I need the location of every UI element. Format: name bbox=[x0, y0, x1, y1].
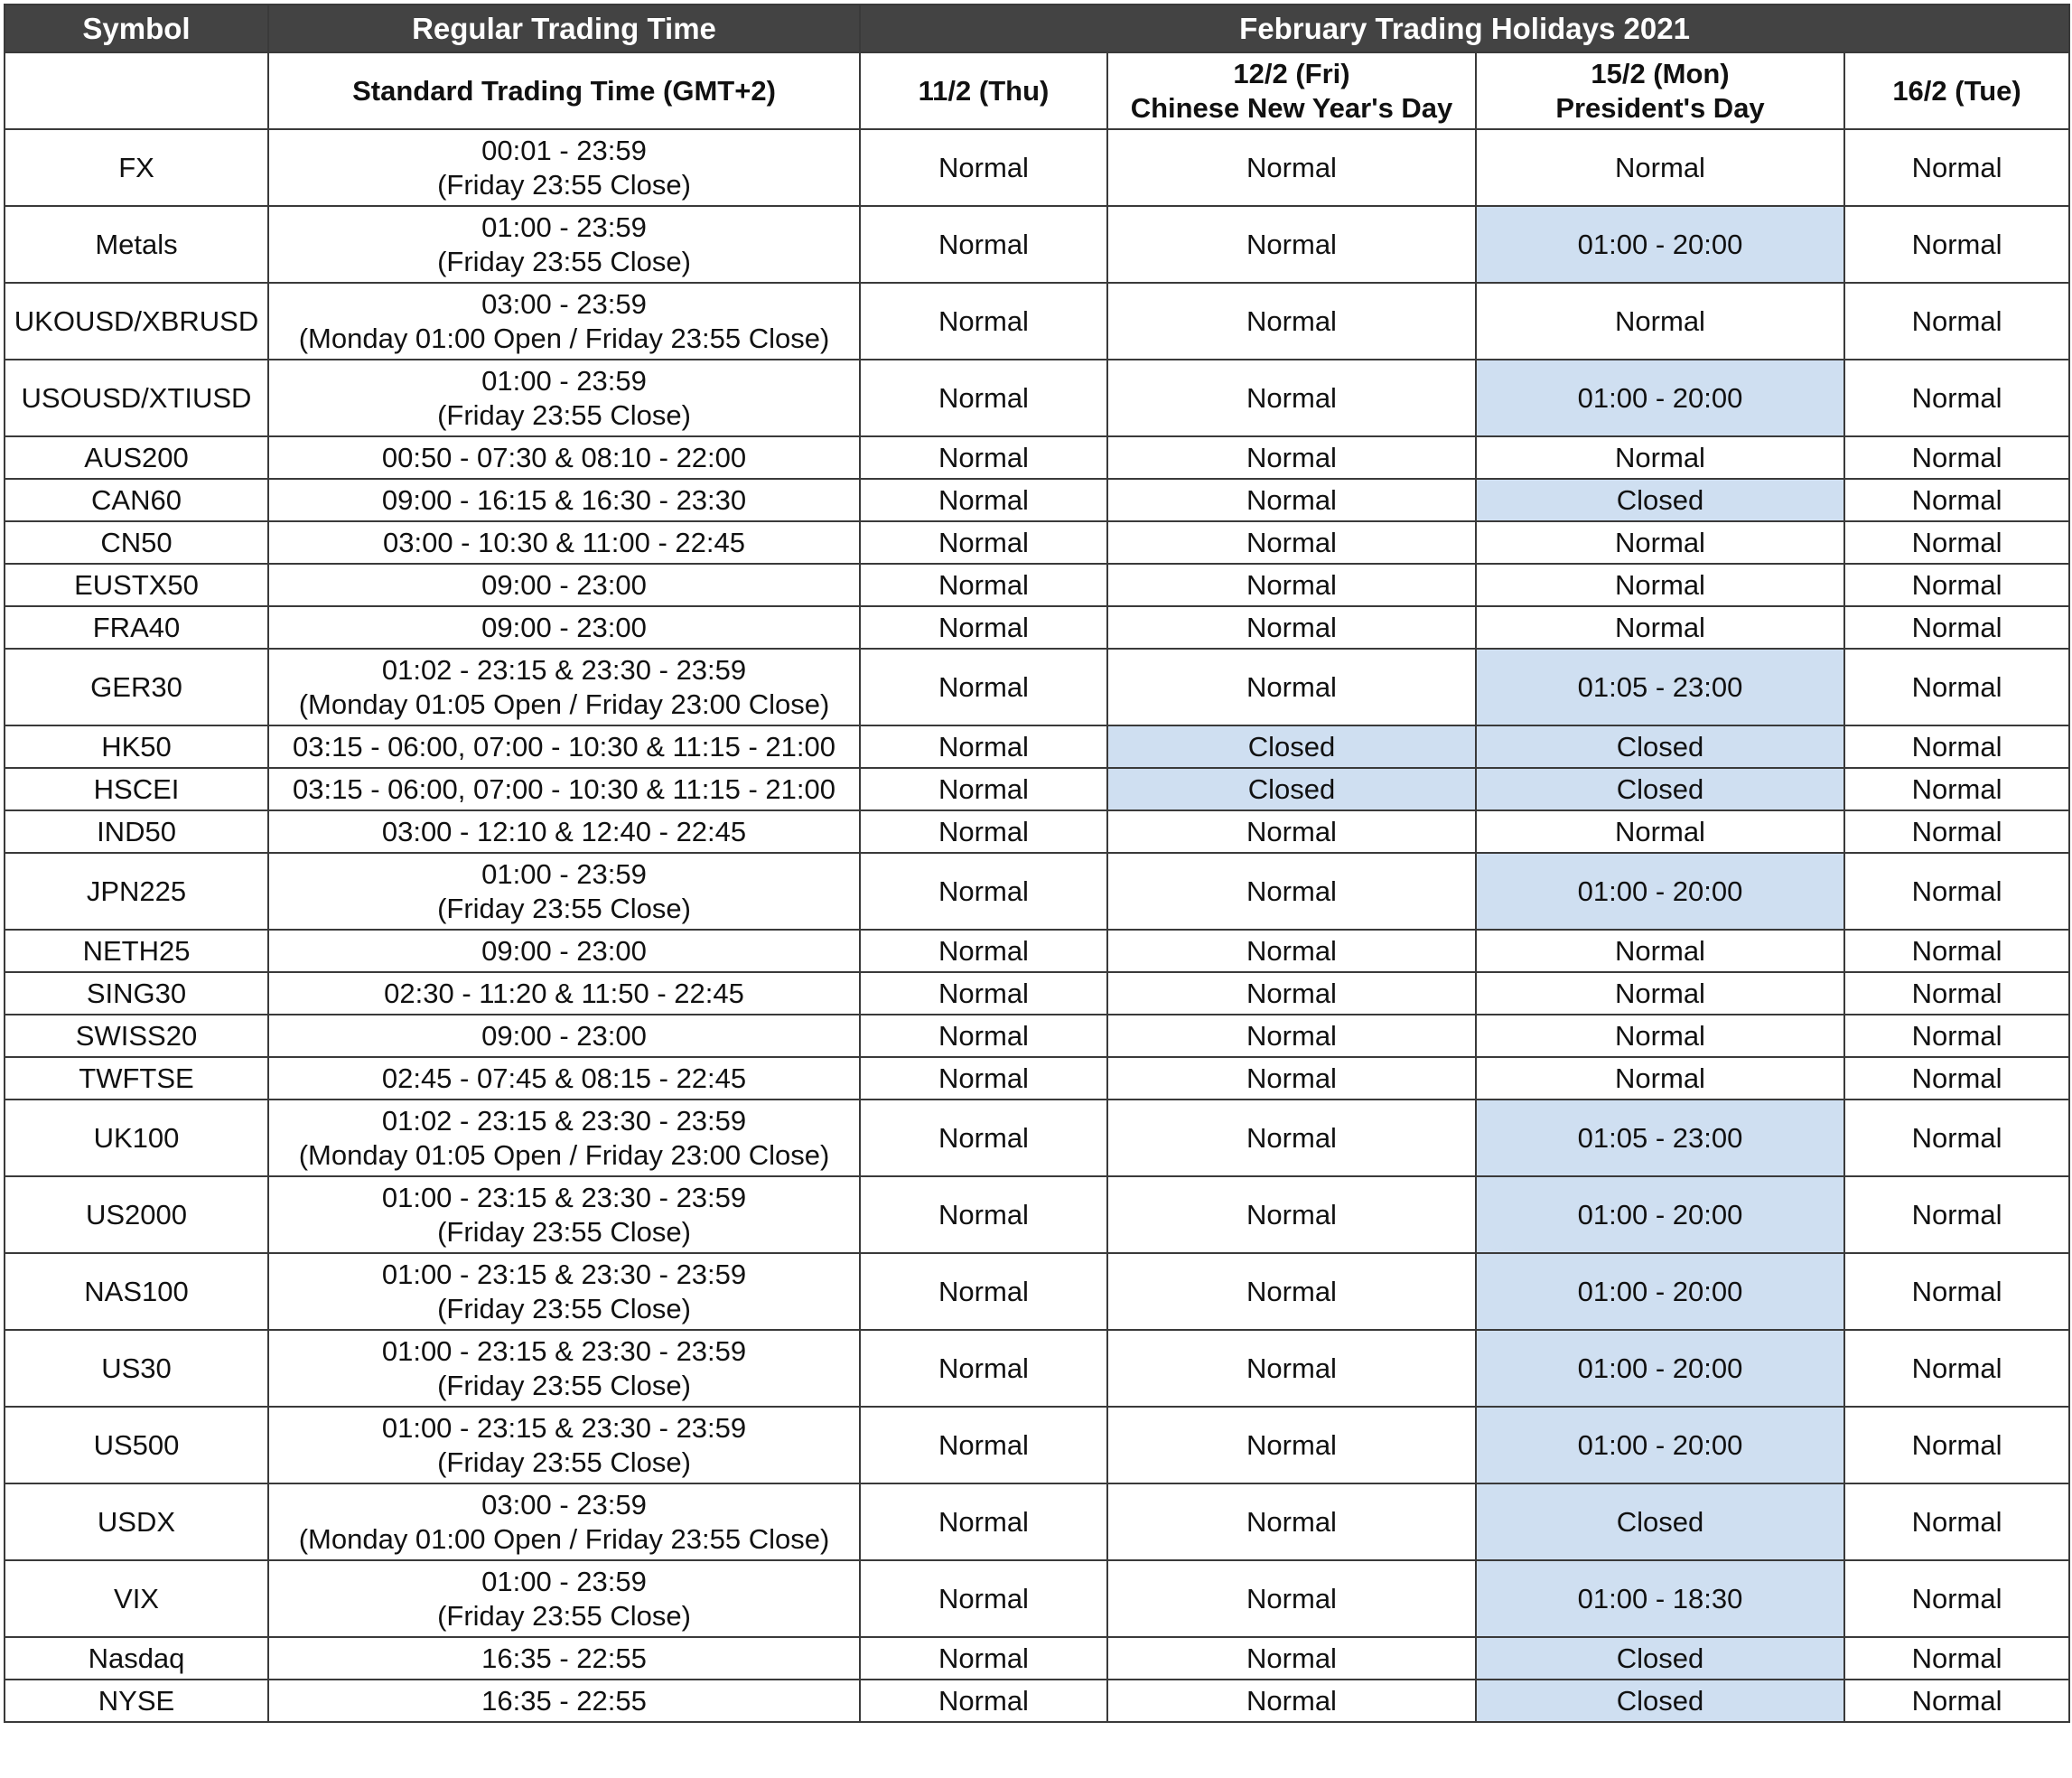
symbol-cell: USDX bbox=[5, 1483, 268, 1560]
holiday-status-cell: Normal bbox=[1844, 606, 2069, 649]
holiday-status-cell: Normal bbox=[1107, 283, 1476, 360]
holiday-status-cell: 01:00 - 20:00 bbox=[1476, 206, 1844, 283]
trading-time-hours: 01:00 - 23:15 & 23:30 - 23:59 bbox=[381, 1181, 747, 1213]
holiday-status-cell: 01:05 - 23:00 bbox=[1476, 649, 1844, 725]
trading-time-cell bbox=[268, 810, 860, 853]
holiday-status-cell: Normal bbox=[1476, 810, 1844, 853]
day-header-date: 15/2 (Mon) bbox=[1591, 57, 1730, 89]
trading-time-cell bbox=[268, 768, 860, 810]
holiday-status-cell: Normal bbox=[1476, 606, 1844, 649]
holiday-status-cell: Normal bbox=[1844, 1680, 2069, 1722]
holiday-status-cell: Normal bbox=[860, 1100, 1107, 1176]
holiday-status-cell: Normal bbox=[860, 206, 1107, 283]
symbol-cell: TWFTSE bbox=[5, 1057, 268, 1100]
day-header-16-2 bbox=[1844, 52, 2069, 129]
trading-time-hours: 02:45 - 07:45 & 08:15 - 22:45 bbox=[381, 1062, 747, 1094]
symbol-cell: CAN60 bbox=[5, 479, 268, 521]
symbol-cell: SWISS20 bbox=[5, 1015, 268, 1057]
trading-time-hours: 09:00 - 23:00 bbox=[481, 568, 647, 601]
holiday-status-cell: Normal bbox=[1844, 360, 2069, 436]
trading-time-cell bbox=[268, 1176, 860, 1253]
holiday-status-cell: Normal bbox=[1107, 1560, 1476, 1637]
holiday-status-cell: Normal bbox=[1476, 930, 1844, 972]
trading-time-hours: 01:00 - 23:59 bbox=[481, 364, 647, 397]
symbol-column-header: Symbol bbox=[5, 5, 268, 52]
holiday-status-cell: Normal bbox=[1476, 564, 1844, 606]
symbol-cell: NETH25 bbox=[5, 930, 268, 972]
table-row bbox=[5, 1637, 2069, 1680]
holiday-status-cell: Normal bbox=[1844, 1330, 2069, 1407]
holiday-status-cell: Normal bbox=[1107, 436, 1476, 479]
holiday-status-cell: Normal bbox=[1107, 129, 1476, 206]
holiday-status-cell: Normal bbox=[1844, 725, 2069, 768]
holiday-status-cell: Normal bbox=[860, 1253, 1107, 1330]
day-header-date: 16/2 (Tue) bbox=[1892, 74, 2021, 107]
symbol-cell: VIX bbox=[5, 1560, 268, 1637]
holiday-status-cell: Normal bbox=[860, 1057, 1107, 1100]
holiday-status-cell: Normal bbox=[1107, 1015, 1476, 1057]
symbol-cell: UKOUSD/XBRUSD bbox=[5, 283, 268, 360]
trading-time-note: (Monday 01:00 Open / Friday 23:55 Close) bbox=[298, 1522, 830, 1555]
holiday-status-cell: Normal bbox=[1107, 1407, 1476, 1483]
trading-time-cell bbox=[268, 725, 860, 768]
symbol-cell: GER30 bbox=[5, 649, 268, 725]
holiday-status-cell: 01:00 - 20:00 bbox=[1476, 1176, 1844, 1253]
trading-time-cell bbox=[268, 930, 860, 972]
trading-time-cell bbox=[268, 436, 860, 479]
table-row bbox=[5, 564, 2069, 606]
table-row bbox=[5, 1407, 2069, 1483]
holiday-status-cell: 01:00 - 20:00 bbox=[1476, 853, 1844, 930]
table-row bbox=[5, 1560, 2069, 1637]
trading-time-hours: 00:50 - 07:30 & 08:10 - 22:00 bbox=[381, 441, 747, 473]
table-row bbox=[5, 606, 2069, 649]
holiday-status-cell: Normal bbox=[860, 1015, 1107, 1057]
trading-time-hours: 16:35 - 22:55 bbox=[481, 1642, 647, 1674]
holiday-status-cell: Normal bbox=[860, 768, 1107, 810]
trading-time-hours: 09:00 - 16:15 & 16:30 - 23:30 bbox=[381, 483, 747, 516]
table-row bbox=[5, 479, 2069, 521]
holiday-status-cell: Normal bbox=[860, 1407, 1107, 1483]
symbol-cell: NYSE bbox=[5, 1680, 268, 1722]
trading-time-note: (Friday 23:55 Close) bbox=[437, 1369, 691, 1401]
symbol-cell: AUS200 bbox=[5, 436, 268, 479]
table-header-row bbox=[5, 5, 2069, 52]
trading-time-cell bbox=[268, 521, 860, 564]
trading-time-cell bbox=[268, 1057, 860, 1100]
day-header-11-2 bbox=[860, 52, 1107, 129]
holiday-status-cell: Closed bbox=[1476, 1483, 1844, 1560]
table-row bbox=[5, 649, 2069, 725]
holiday-status-cell: Normal bbox=[1107, 206, 1476, 283]
trading-time-hours: 01:00 - 23:59 bbox=[481, 211, 647, 243]
table-row bbox=[5, 436, 2069, 479]
holiday-status-cell: Normal bbox=[1844, 283, 2069, 360]
holiday-status-cell: Normal bbox=[860, 129, 1107, 206]
holiday-status-cell: Normal bbox=[860, 521, 1107, 564]
trading-time-cell bbox=[268, 1637, 860, 1680]
holiday-status-cell: Normal bbox=[1844, 1253, 2069, 1330]
trading-time-cell bbox=[268, 649, 860, 725]
symbol-cell: US500 bbox=[5, 1407, 268, 1483]
holiday-status-cell: Closed bbox=[1107, 768, 1476, 810]
symbol-cell: FX bbox=[5, 129, 268, 206]
holiday-status-cell: Normal bbox=[1107, 521, 1476, 564]
holiday-status-cell: Normal bbox=[1107, 1100, 1476, 1176]
trading-time-note: (Friday 23:55 Close) bbox=[437, 1446, 691, 1478]
holiday-status-cell: Normal bbox=[1107, 479, 1476, 521]
holiday-status-cell: Normal bbox=[1844, 1015, 2069, 1057]
holiday-status-cell: Normal bbox=[1844, 930, 2069, 972]
table-row bbox=[5, 1680, 2069, 1722]
february-holidays-header: February Trading Holidays 2021 bbox=[860, 5, 2069, 52]
symbol-cell: Metals bbox=[5, 206, 268, 283]
trading-time-cell bbox=[268, 1483, 860, 1560]
table-row bbox=[5, 1176, 2069, 1253]
symbol-cell: EUSTX50 bbox=[5, 564, 268, 606]
table-row bbox=[5, 206, 2069, 283]
table-row bbox=[5, 725, 2069, 768]
symbol-cell: Nasdaq bbox=[5, 1637, 268, 1680]
holiday-status-cell: Normal bbox=[860, 1680, 1107, 1722]
holiday-status-cell: Normal bbox=[1844, 521, 2069, 564]
trading-time-cell bbox=[268, 1100, 860, 1176]
trading-time-note: (Monday 01:00 Open / Friday 23:55 Close) bbox=[298, 322, 830, 354]
holiday-status-cell: Normal bbox=[1107, 564, 1476, 606]
trading-time-note: (Friday 23:55 Close) bbox=[437, 245, 691, 277]
holiday-status-cell: 01:05 - 23:00 bbox=[1476, 1100, 1844, 1176]
table-row bbox=[5, 129, 2069, 206]
holiday-status-cell: Normal bbox=[1844, 768, 2069, 810]
holiday-status-cell: Normal bbox=[1844, 972, 2069, 1015]
trading-time-hours: 01:00 - 23:59 bbox=[481, 1565, 647, 1597]
holiday-status-cell: Normal bbox=[860, 564, 1107, 606]
trading-time-hours: 09:00 - 23:00 bbox=[481, 1019, 647, 1052]
table-subheader-row bbox=[5, 52, 2069, 129]
table-row bbox=[5, 853, 2069, 930]
holiday-status-cell: Closed bbox=[1476, 1680, 1844, 1722]
holiday-status-cell: Normal bbox=[1107, 1637, 1476, 1680]
symbol-cell: US30 bbox=[5, 1330, 268, 1407]
trading-time-cell bbox=[268, 360, 860, 436]
holiday-status-cell: Normal bbox=[1107, 1176, 1476, 1253]
trading-time-note: (Friday 23:55 Close) bbox=[437, 892, 691, 924]
holiday-status-cell: Normal bbox=[1476, 436, 1844, 479]
holiday-status-cell: Normal bbox=[860, 1176, 1107, 1253]
holiday-status-cell: Normal bbox=[1107, 1057, 1476, 1100]
table-row bbox=[5, 768, 2069, 810]
trading-time-hours: 01:02 - 23:15 & 23:30 - 23:59 bbox=[381, 1104, 747, 1137]
trading-time-hours: 03:00 - 23:59 bbox=[481, 1488, 647, 1521]
table-row bbox=[5, 1100, 2069, 1176]
trading-time-hours: 01:00 - 23:15 & 23:30 - 23:59 bbox=[381, 1411, 747, 1444]
trading-time-hours: 09:00 - 23:00 bbox=[481, 934, 647, 967]
holiday-status-cell: Normal bbox=[1844, 1057, 2069, 1100]
trading-time-note: (Monday 01:05 Open / Friday 23:00 Close) bbox=[298, 1138, 830, 1171]
holiday-status-cell: Normal bbox=[860, 360, 1107, 436]
holiday-status-cell: Normal bbox=[860, 649, 1107, 725]
holiday-status-cell: Normal bbox=[1844, 1637, 2069, 1680]
holiday-status-cell: Closed bbox=[1107, 725, 1476, 768]
symbol-cell: CN50 bbox=[5, 521, 268, 564]
day-header-date: 12/2 (Fri) bbox=[1233, 57, 1350, 89]
day-header-date: 11/2 (Thu) bbox=[918, 74, 1050, 107]
holiday-status-cell: Normal bbox=[1844, 1100, 2069, 1176]
trading-time-note: (Friday 23:55 Close) bbox=[437, 1292, 691, 1324]
symbol-cell: UK100 bbox=[5, 1100, 268, 1176]
holiday-status-cell: Normal bbox=[1476, 283, 1844, 360]
holiday-status-cell: Normal bbox=[860, 725, 1107, 768]
trading-time-cell bbox=[268, 1330, 860, 1407]
holiday-status-cell: Normal bbox=[1476, 521, 1844, 564]
trading-time-cell bbox=[268, 1407, 860, 1483]
holiday-status-cell: 01:00 - 20:00 bbox=[1476, 360, 1844, 436]
holiday-status-cell: Normal bbox=[1844, 479, 2069, 521]
trading-time-hours: 01:02 - 23:15 & 23:30 - 23:59 bbox=[381, 653, 747, 686]
symbol-subheader bbox=[5, 52, 268, 129]
holiday-status-cell: Normal bbox=[1107, 606, 1476, 649]
table-row bbox=[5, 1330, 2069, 1407]
day-header-12-2 bbox=[1107, 52, 1476, 129]
trading-time-cell bbox=[268, 206, 860, 283]
trading-time-cell bbox=[268, 1253, 860, 1330]
trading-time-hours: 03:15 - 06:00, 07:00 - 10:30 & 11:15 - 21:00 bbox=[293, 772, 835, 805]
trading-time-cell bbox=[268, 1015, 860, 1057]
holiday-status-cell: Normal bbox=[1844, 1483, 2069, 1560]
trading-time-cell bbox=[268, 972, 860, 1015]
holiday-status-cell: Normal bbox=[860, 436, 1107, 479]
holiday-status-cell: Normal bbox=[1844, 206, 2069, 283]
regular-trading-time-header: Regular Trading Time bbox=[268, 5, 860, 52]
holiday-status-cell: Closed bbox=[1476, 768, 1844, 810]
table-row bbox=[5, 1253, 2069, 1330]
holiday-status-cell: Normal bbox=[1107, 1680, 1476, 1722]
trading-hours-table bbox=[4, 4, 2070, 1723]
holiday-status-cell: Closed bbox=[1476, 479, 1844, 521]
symbol-cell: HSCEI bbox=[5, 768, 268, 810]
trading-hours-table-wrapper bbox=[4, 4, 2070, 1723]
table-row bbox=[5, 930, 2069, 972]
holiday-status-cell: Normal bbox=[1844, 810, 2069, 853]
trading-time-hours: 00:01 - 23:59 bbox=[481, 134, 647, 166]
table-row bbox=[5, 810, 2069, 853]
trading-time-cell bbox=[268, 1560, 860, 1637]
trading-time-cell bbox=[268, 283, 860, 360]
holiday-status-cell: Closed bbox=[1476, 1637, 1844, 1680]
holiday-status-cell: Normal bbox=[1107, 972, 1476, 1015]
trading-time-hours: 03:15 - 06:00, 07:00 - 10:30 & 11:15 - 21:00 bbox=[293, 730, 835, 763]
trading-time-hours: 02:30 - 11:20 & 11:50 - 22:45 bbox=[384, 977, 744, 1009]
holiday-status-cell: Normal bbox=[1476, 972, 1844, 1015]
holiday-status-cell: Normal bbox=[1107, 360, 1476, 436]
holiday-status-cell: Normal bbox=[860, 810, 1107, 853]
trading-time-hours: 03:00 - 23:59 bbox=[481, 287, 647, 320]
holiday-status-cell: Normal bbox=[1476, 1015, 1844, 1057]
holiday-status-cell: Normal bbox=[1107, 930, 1476, 972]
table-row bbox=[5, 521, 2069, 564]
trading-time-note: (Friday 23:55 Close) bbox=[437, 1599, 691, 1632]
table-row bbox=[5, 360, 2069, 436]
trading-time-note: (Monday 01:05 Open / Friday 23:00 Close) bbox=[298, 688, 830, 720]
symbol-cell: IND50 bbox=[5, 810, 268, 853]
day-header-15-2 bbox=[1476, 52, 1844, 129]
holiday-status-cell: 01:00 - 20:00 bbox=[1476, 1330, 1844, 1407]
symbol-cell: JPN225 bbox=[5, 853, 268, 930]
trading-time-hours: 03:00 - 12:10 & 12:40 - 22:45 bbox=[381, 815, 747, 847]
holiday-status-cell: Normal bbox=[860, 1330, 1107, 1407]
symbol-cell: NAS100 bbox=[5, 1253, 268, 1330]
holiday-status-cell: Normal bbox=[860, 1483, 1107, 1560]
table-row bbox=[5, 972, 2069, 1015]
symbol-cell: SING30 bbox=[5, 972, 268, 1015]
holiday-status-cell: Normal bbox=[860, 606, 1107, 649]
trading-time-hours: 16:35 - 22:55 bbox=[481, 1684, 647, 1717]
holiday-status-cell: Normal bbox=[860, 1560, 1107, 1637]
day-header-holiday-name: President's Day bbox=[1555, 91, 1765, 124]
holiday-status-cell: Normal bbox=[860, 853, 1107, 930]
trading-time-cell bbox=[268, 853, 860, 930]
symbol-cell: US2000 bbox=[5, 1176, 268, 1253]
trading-time-cell bbox=[268, 606, 860, 649]
trading-time-cell bbox=[268, 564, 860, 606]
holiday-status-cell: Normal bbox=[1476, 1057, 1844, 1100]
symbol-cell: FRA40 bbox=[5, 606, 268, 649]
holiday-status-cell: Normal bbox=[1844, 853, 2069, 930]
trading-time-cell bbox=[268, 479, 860, 521]
holiday-status-cell: Normal bbox=[1107, 1330, 1476, 1407]
table-row bbox=[5, 1057, 2069, 1100]
holiday-status-cell: 01:00 - 20:00 bbox=[1476, 1253, 1844, 1330]
holiday-status-cell: Normal bbox=[1844, 1560, 2069, 1637]
holiday-status-cell: Normal bbox=[1476, 129, 1844, 206]
holiday-status-cell: Normal bbox=[1107, 649, 1476, 725]
holiday-status-cell: Normal bbox=[860, 283, 1107, 360]
holiday-status-cell: Normal bbox=[860, 972, 1107, 1015]
holiday-status-cell: Normal bbox=[860, 479, 1107, 521]
holiday-status-cell: Normal bbox=[860, 1637, 1107, 1680]
holiday-status-cell: Normal bbox=[1107, 853, 1476, 930]
holiday-status-cell: Normal bbox=[1844, 1176, 2069, 1253]
holiday-status-cell: Normal bbox=[1107, 1483, 1476, 1560]
trading-time-hours: 09:00 - 23:00 bbox=[481, 611, 647, 643]
holiday-status-cell: Normal bbox=[1107, 810, 1476, 853]
holiday-status-cell: 01:00 - 18:30 bbox=[1476, 1560, 1844, 1637]
trading-time-hours: 01:00 - 23:15 & 23:30 - 23:59 bbox=[381, 1334, 747, 1367]
holiday-status-cell: Normal bbox=[1107, 1253, 1476, 1330]
trading-time-hours: 03:00 - 10:30 & 11:00 - 22:45 bbox=[382, 526, 745, 558]
trading-time-hours: 01:00 - 23:59 bbox=[481, 857, 647, 890]
table-row bbox=[5, 1483, 2069, 1560]
trading-time-cell bbox=[268, 129, 860, 206]
holiday-status-cell: Normal bbox=[1844, 1407, 2069, 1483]
trading-time-note: (Friday 23:55 Close) bbox=[437, 398, 691, 431]
table-row bbox=[5, 283, 2069, 360]
holiday-status-cell: Normal bbox=[1844, 649, 2069, 725]
trading-time-cell bbox=[268, 1680, 860, 1722]
symbol-cell: USOUSD/XTIUSD bbox=[5, 360, 268, 436]
holiday-status-cell: Normal bbox=[1844, 564, 2069, 606]
holiday-status-cell: Normal bbox=[1844, 129, 2069, 206]
trading-time-hours: 01:00 - 23:15 & 23:30 - 23:59 bbox=[381, 1258, 747, 1290]
holiday-status-cell: Normal bbox=[860, 930, 1107, 972]
holiday-status-cell: 01:00 - 20:00 bbox=[1476, 1407, 1844, 1483]
table-body bbox=[5, 129, 2069, 1722]
holiday-status-cell: Normal bbox=[1844, 436, 2069, 479]
standard-trading-time-header: Standard Trading Time (GMT+2) bbox=[268, 52, 860, 129]
trading-time-note: (Friday 23:55 Close) bbox=[437, 1215, 691, 1248]
symbol-cell: HK50 bbox=[5, 725, 268, 768]
day-header-holiday-name: Chinese New Year's Day bbox=[1130, 91, 1453, 124]
table-row bbox=[5, 1015, 2069, 1057]
holiday-status-cell: Closed bbox=[1476, 725, 1844, 768]
trading-time-note: (Friday 23:55 Close) bbox=[437, 168, 691, 201]
